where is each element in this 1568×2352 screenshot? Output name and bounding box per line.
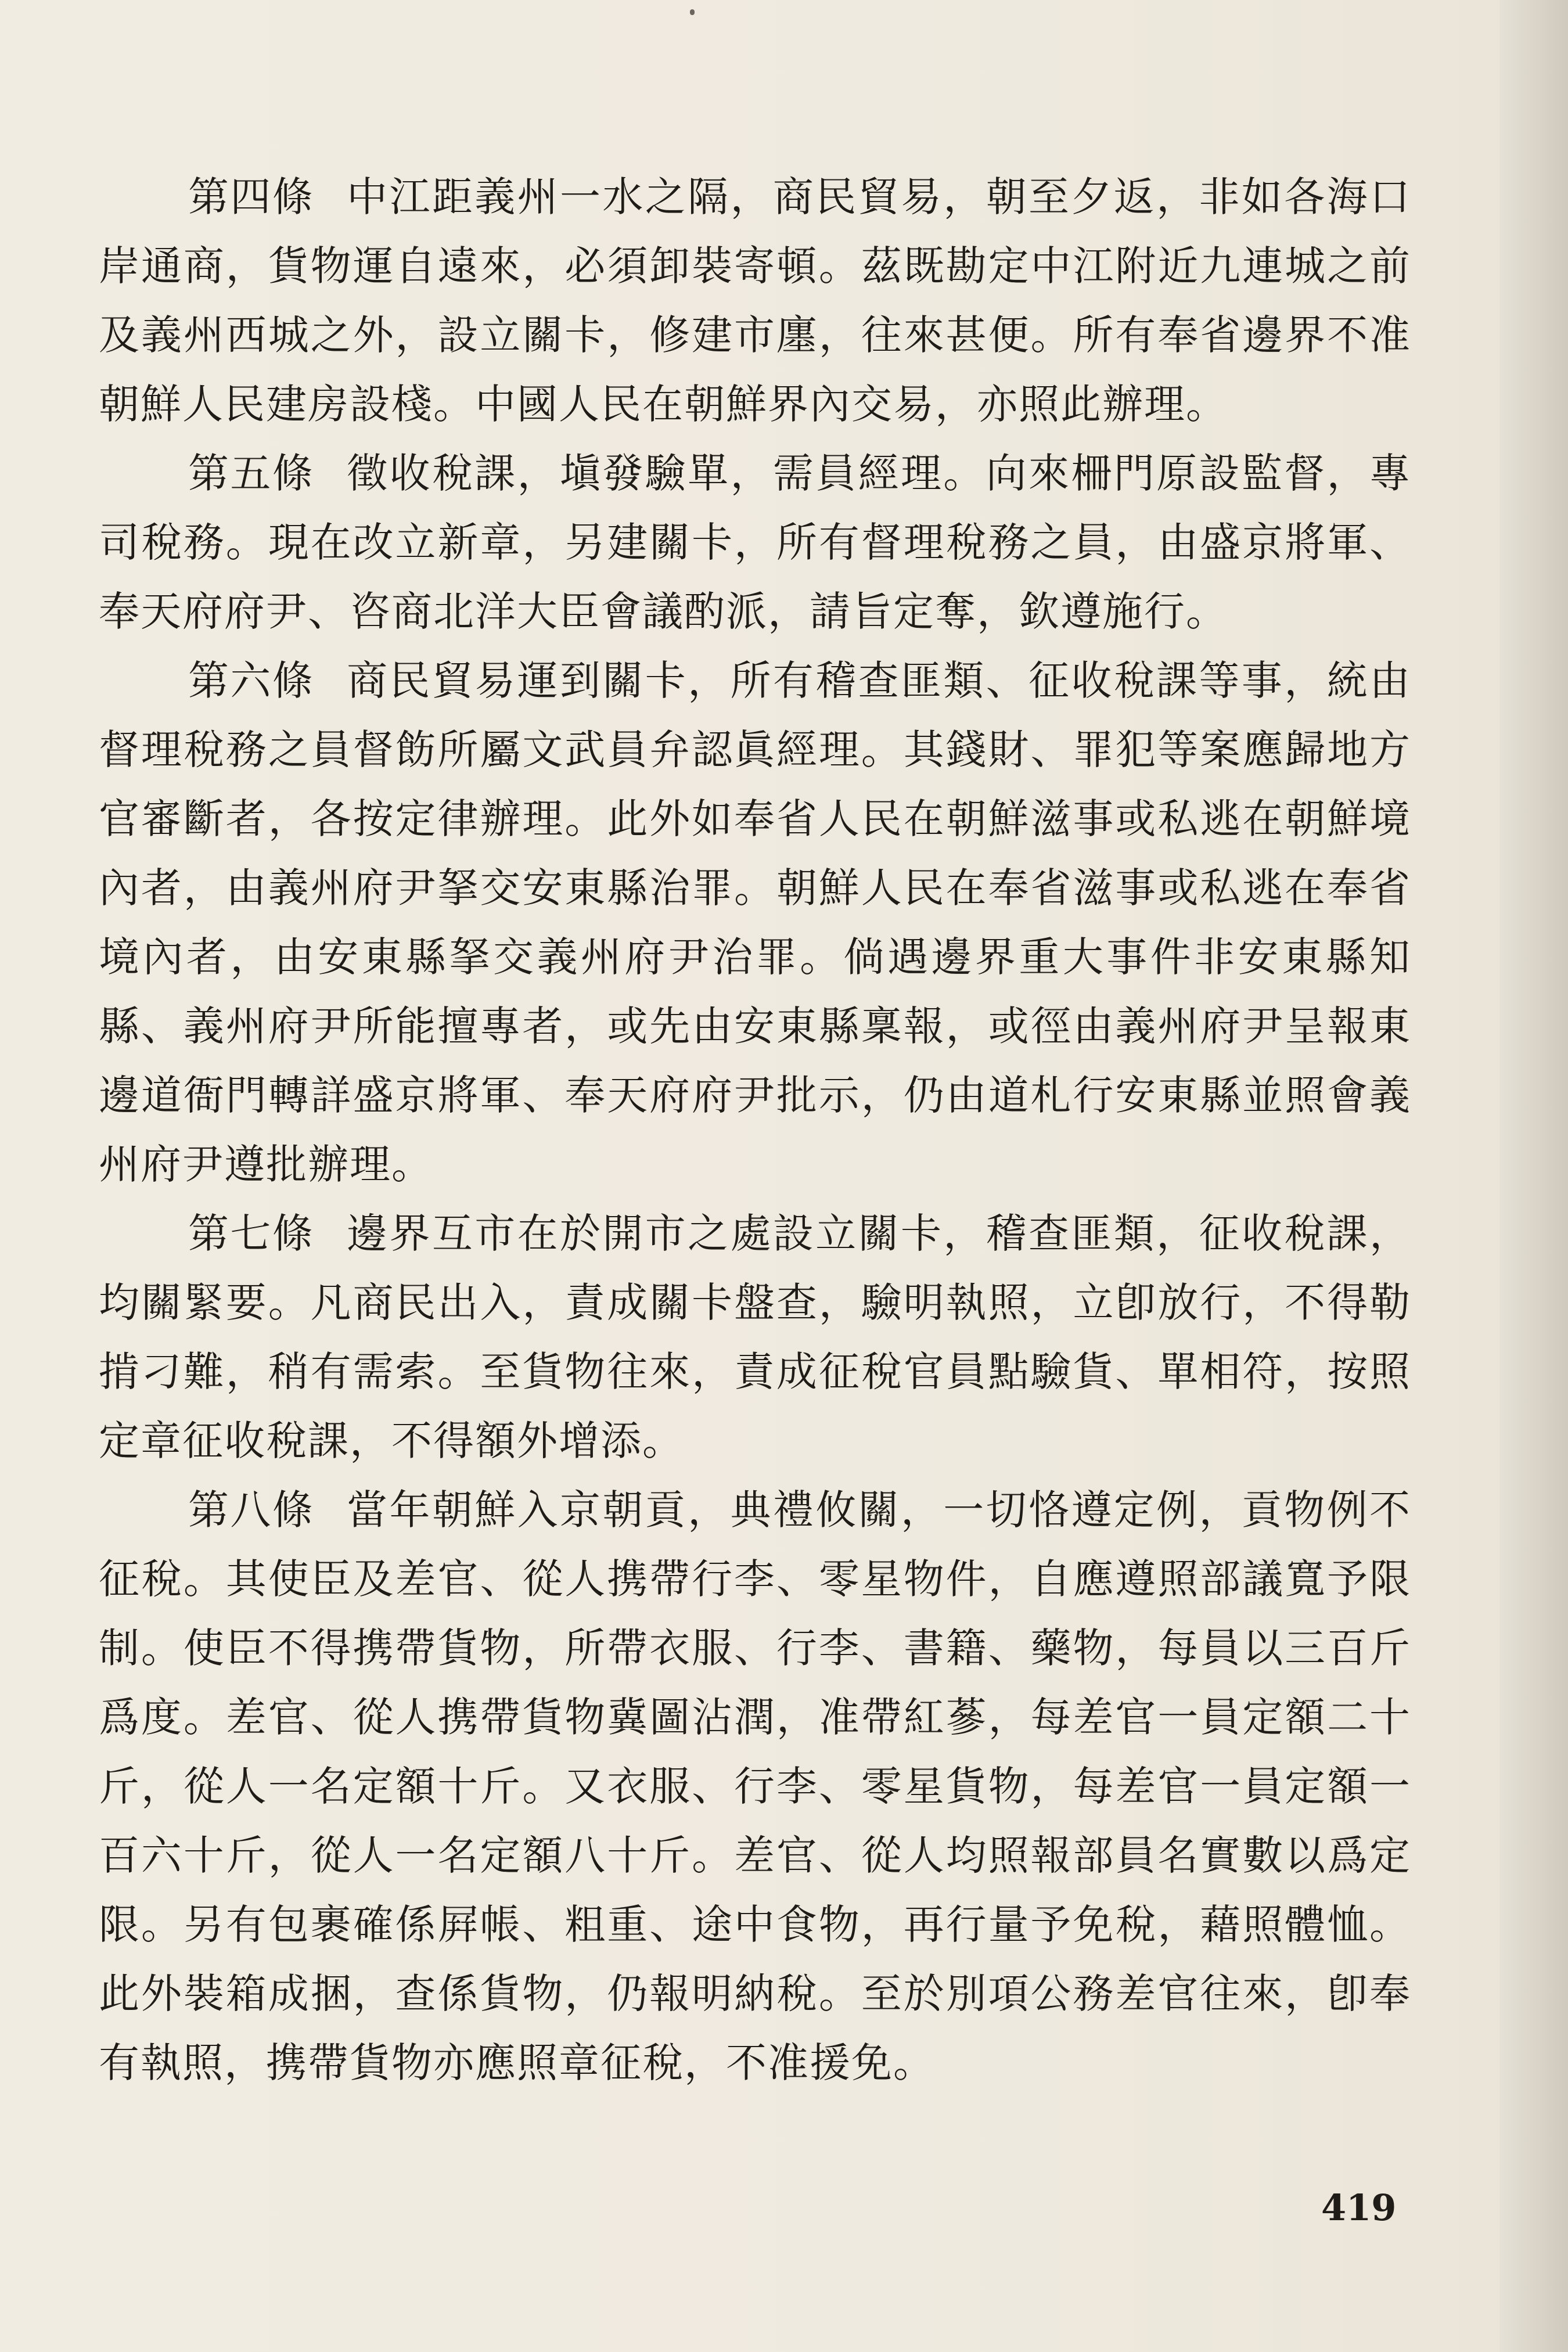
article-7 [99,1199,1411,1476]
article-text: 商民貿易運到關卡，所有稽查匪類、征收稅課等事，統由督理稅務之員督飭所屬文武員弁認眞經理。其錢財、罪犯等案應歸地方官審斷者，各按定律辦理。此外如奉省人民在朝鮮滋事或私逃在朝鮮境內者，由義州府尹拏交安東縣治罪。朝鮮人民在奉省滋事或私逃在奉省境內者，由安東縣拏交義州府尹治罪。倘遇邊界重大事件非安東縣知縣、義州府尹所能擅專者，或先由安東縣稟報，或徑由義州府尹呈報東邊道衙門轉詳盛京將軍、奉天府府尹批示，仍由道札行安東縣並照會義州府尹遵批辦理。 [99,657,1412,1188]
article-label: 第四條 [188,173,315,221]
body-text [99,163,1411,2098]
article-text: 中江距義州一水之隔，商民貿易，朝至夕返，非如各海口岸通商，貨物運自遠來，必須卸裝寄頓。茲既勘定中江附近九連城之前及義州西城之外，設立關卡，修建市廛，往來甚便。所有奉省邊界不准朝鮮人民建房設棧。中國人民在朝鮮界內交易，亦照此辦理。 [99,173,1412,428]
article-label: 第五條 [188,449,315,497]
ink-dot [690,9,695,15]
article-8 [99,1476,1411,2098]
article-text: 邊界互市在於開市之處設立關卡，稽查匪類，征收稅課，均關緊要。凡商民出入，責成關卡盤查，驗明執照，立卽放行，不得勒掯刁難，稍有需索。至貨物往來，責成征稅官員點驗貨、單相符，按照定章征收稅課，不得額外增添。 [99,1210,1412,1465]
article-text: 徵收稅課，塡發驗單，需員經理。向來柵門原設監督，專司稅務。現在改立新章，另建關卡，所有督理稅務之員，由盛京將軍、奉天府府尹、咨商北洋大臣會議酌派，請旨定奪，欽遵施行。 [99,449,1412,635]
article-text: 當年朝鮮入京朝貢，典禮攸關，一切恪遵定例，貢物例不征稅。其使臣及差官、從人携帶行李、零星物件，自應遵照部議寬予限制。使臣不得携帶貨物，所帶衣服、行李、書籍、藥物，每員以三百斤爲度。差官、從人携帶貨物冀圖沾潤，准帶紅蔘，每差官一員定額二十斤，從人一名定額十斤。又衣服、行李、零星貨物，每差官一員定額一百六十斤，從人一名定額八十斤。差官、從人均照報部員名實數以爲定限。另有包裹確係屛帳、粗重、途中食物，再行量予免稅，藉照體恤。此外裝箱成捆，查係貨物，仍報明納稅。至於別項公務差官往來，卽奉有執照，携帶貨物亦應照章征稅，不准援免。 [99,1486,1412,2087]
article-label: 第六條 [188,657,315,704]
book-gutter [1499,0,1568,2352]
article-4 [99,163,1411,439]
article-label: 第七條 [188,1210,315,1257]
article-5 [99,439,1411,646]
article-6 [99,646,1411,1199]
page-number: 419 [1321,2186,1397,2229]
article-label: 第八條 [188,1486,315,1534]
